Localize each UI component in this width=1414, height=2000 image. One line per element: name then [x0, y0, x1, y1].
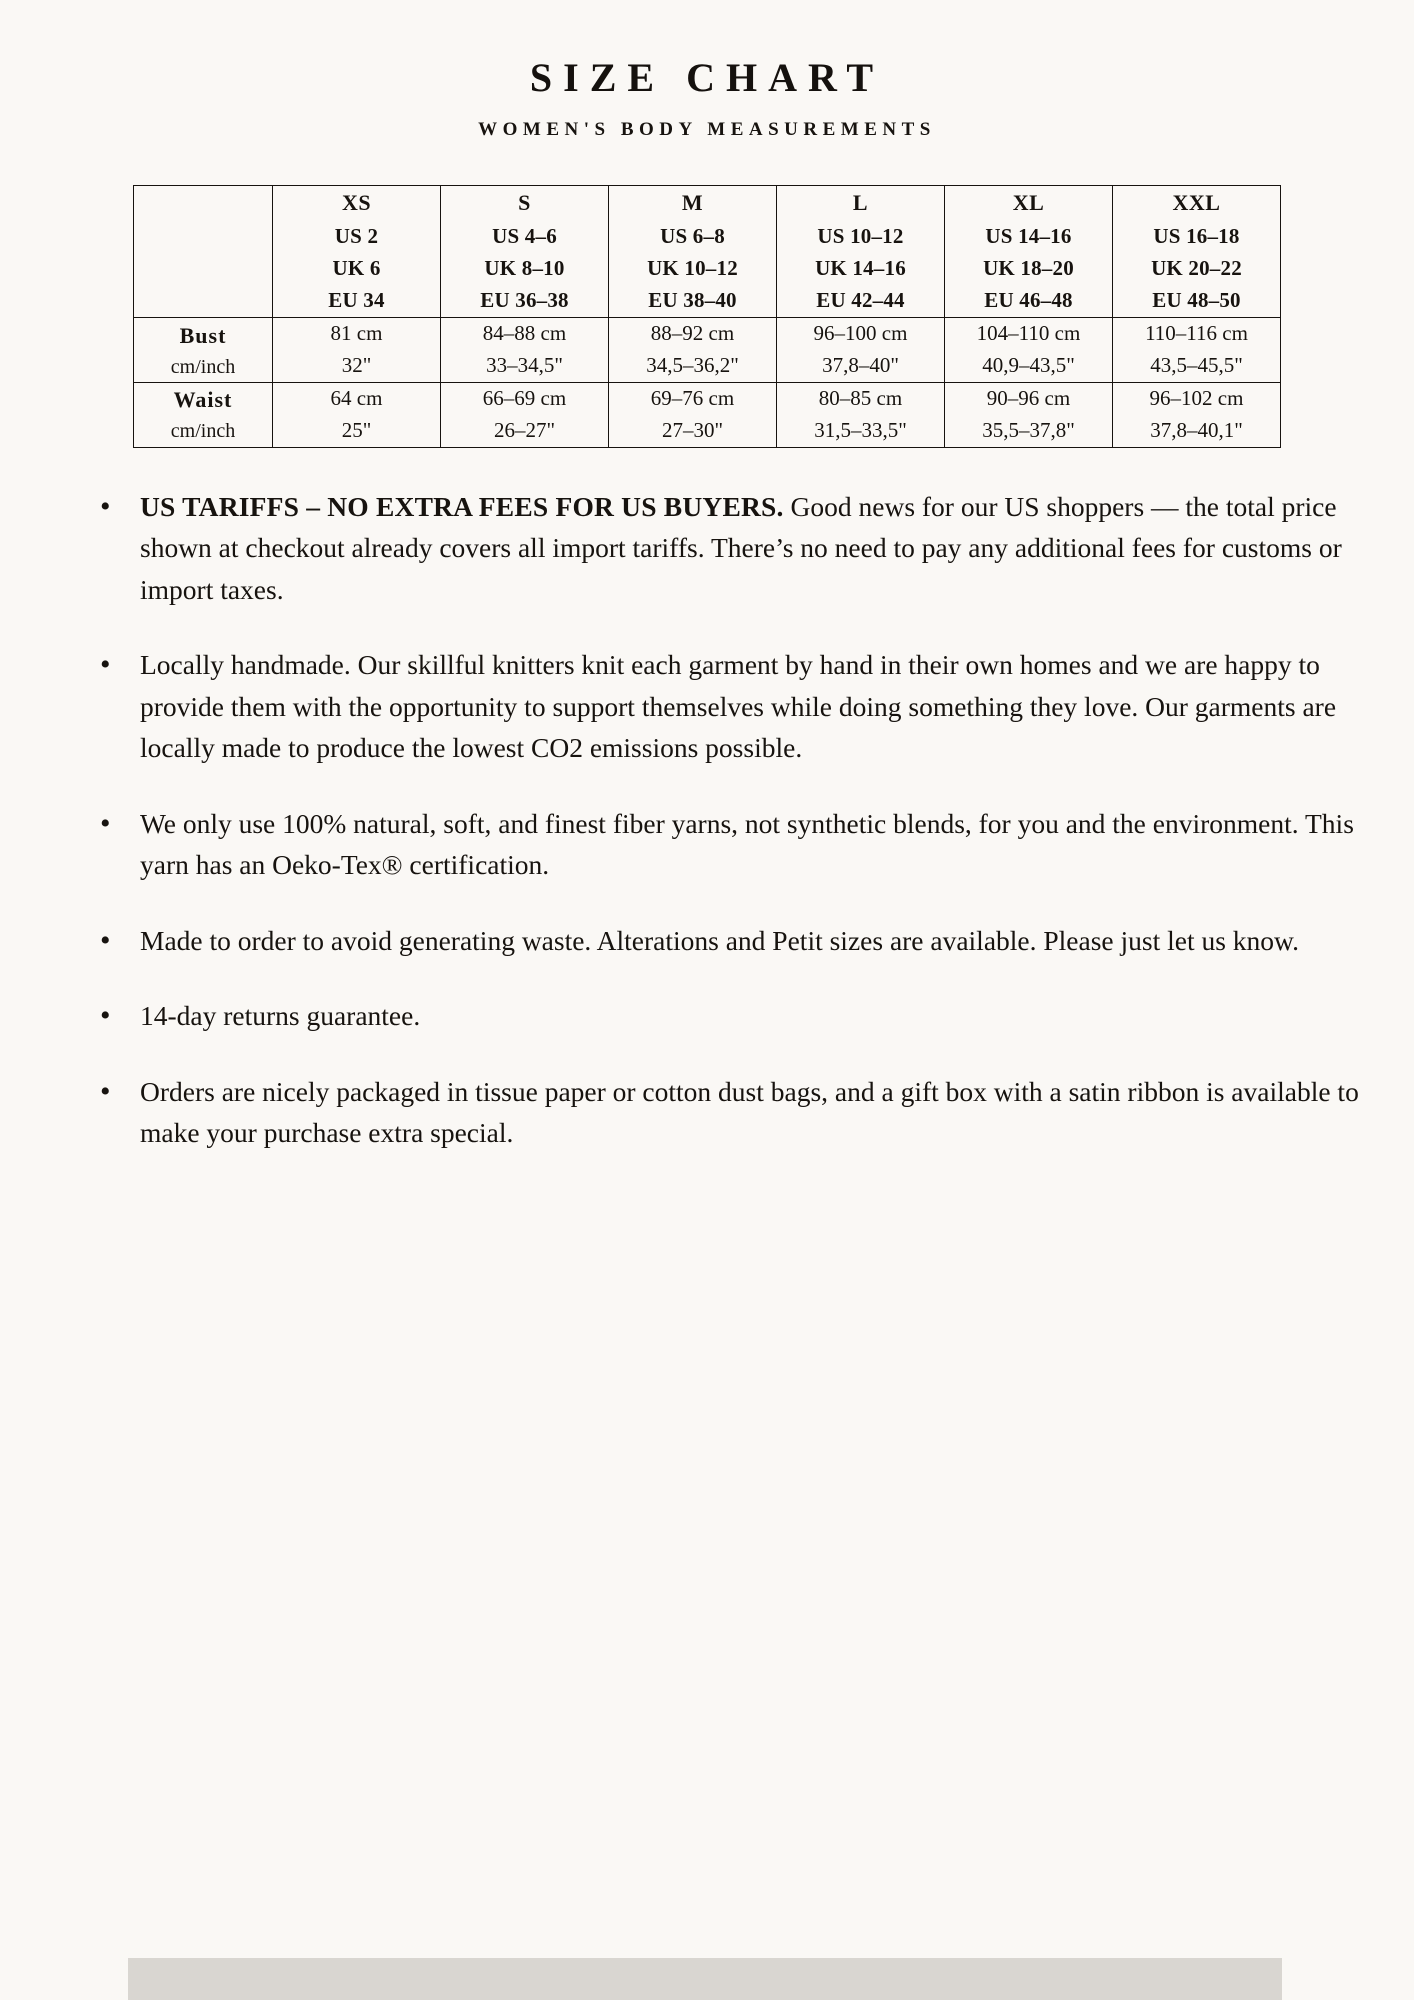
size-name: M — [681, 190, 704, 215]
size-name: XS — [341, 190, 372, 215]
size-uk: UK 18–20 — [983, 256, 1074, 281]
row-label-name: Waist — [173, 387, 233, 413]
size-uk: UK 14–16 — [815, 256, 906, 281]
measurement-cm: 88–92 cm — [650, 321, 735, 346]
list-item — [92, 644, 1366, 769]
size-column-header — [609, 186, 777, 318]
size-eu: EU 34 — [328, 288, 385, 313]
measurement-cell — [1113, 318, 1281, 383]
measurement-cm: 96–100 cm — [813, 321, 908, 346]
size-us: US 6–8 — [660, 224, 725, 249]
bottom-strip — [128, 1958, 1282, 2000]
measurement-cell — [1113, 382, 1281, 447]
list-item — [92, 920, 1366, 962]
measurement-cell — [777, 318, 945, 383]
size-uk: UK 10–12 — [647, 256, 738, 281]
note-lead: US TARIFFS – NO EXTRA FEES FOR US BUYERS. — [140, 490, 784, 522]
measurement-cm: 66–69 cm — [482, 385, 567, 410]
size-us: US 14–16 — [985, 224, 1072, 249]
size-us: US 2 — [334, 224, 379, 249]
size-eu: EU 48–50 — [1152, 288, 1241, 313]
size-uk: UK 20–22 — [1151, 256, 1242, 281]
measurement-inch: 27–30" — [661, 417, 724, 442]
measurement-inch: 40,9–43,5" — [982, 353, 1075, 378]
measurement-cell — [441, 318, 609, 383]
measurement-inch: 34,5–36,2" — [646, 353, 739, 378]
size-column-header — [945, 186, 1113, 318]
measurement-cell — [777, 382, 945, 447]
measurement-cell — [273, 382, 441, 447]
list-item — [92, 995, 1366, 1037]
size-name: L — [852, 190, 869, 215]
row-label-bust — [134, 318, 273, 383]
table-row — [134, 382, 1281, 447]
measurement-cm: 90–96 cm — [986, 385, 1071, 410]
size-chart-body — [134, 318, 1281, 448]
notes-list — [0, 486, 1414, 1154]
measurement-cm: 69–76 cm — [650, 385, 735, 410]
row-label-name: Bust — [179, 322, 227, 348]
size-uk: UK 6 — [332, 256, 381, 281]
note-text: Locally handmade. Our skillful knitters knit each garment by hand in their own homes and we are happy to provide them with the opportunity to support themselves while doing something they love. Our garments are locally made to produce the lowest CO2 emissions possible. — [140, 649, 1337, 764]
note-text: We only use 100% natural, soft, and finest fiber yarns, not synthetic blends, for you and the environment. This yarn has an Oeko-Tex® certification. — [140, 807, 1354, 881]
note-text: Orders are nicely packaged in tissue paper or cotton dust bags, and a gift box with a satin ribbon is available to make your purchase extra special. — [140, 1075, 1359, 1149]
size-us: US 10–12 — [817, 224, 904, 249]
list-item — [92, 1071, 1366, 1154]
measurement-cell — [945, 318, 1113, 383]
measurement-cm: 64 cm — [330, 385, 383, 410]
size-us: US 4–6 — [492, 224, 557, 249]
measurement-cm: 81 cm — [330, 321, 383, 346]
note-text: 14-day returns guarantee. — [140, 1000, 421, 1032]
note-text: Made to order to avoid generating waste. Alterations and Petit sizes are available. Please just let us know. — [140, 924, 1300, 956]
table-header-row — [134, 186, 1281, 318]
size-eu: EU 38–40 — [648, 288, 737, 313]
size-column-header — [1113, 186, 1281, 318]
measurement-cell — [945, 382, 1113, 447]
measurement-cell — [441, 382, 609, 447]
table-row — [134, 318, 1281, 383]
size-uk: UK 8–10 — [484, 256, 565, 281]
note-text: Good news for our US shoppers — the total price shown at checkout already covers all import tariffs. There’s no need to pay any additional fees for customs or import taxes. — [140, 490, 1342, 605]
measurement-inch: 25" — [341, 417, 372, 442]
measurement-inch: 43,5–45,5" — [1150, 353, 1243, 378]
size-name: XL — [1012, 190, 1045, 215]
size-eu: EU 42–44 — [816, 288, 905, 313]
measurement-cm: 110–116 cm — [1145, 321, 1248, 346]
size-column-header — [441, 186, 609, 318]
measurement-cm: 84–88 cm — [482, 321, 567, 346]
size-column-header — [777, 186, 945, 318]
size-eu: EU 46–48 — [984, 288, 1073, 313]
measurement-inch: 33–34,5" — [486, 353, 563, 378]
list-item — [92, 486, 1366, 611]
measurement-inch: 31,5–33,5" — [814, 417, 907, 442]
size-chart-header — [134, 186, 1281, 318]
row-label-unit: cm/inch — [170, 420, 236, 443]
size-column-header — [273, 186, 441, 318]
list-item — [92, 803, 1366, 886]
page-title: SIZE CHART — [529, 55, 885, 100]
size-chart-table — [133, 185, 1281, 448]
size-eu: EU 36–38 — [480, 288, 569, 313]
measurement-inch: 26–27" — [493, 417, 556, 442]
size-chart-table-wrapper — [133, 185, 1281, 448]
measurement-cell — [609, 318, 777, 383]
size-name: XXL — [1172, 190, 1221, 215]
table-corner-cell — [134, 186, 273, 318]
measurement-inch: 37,8–40,1" — [1150, 417, 1243, 442]
row-label-waist — [134, 382, 273, 447]
measurement-cm: 104–110 cm — [976, 321, 1081, 346]
measurement-inch: 37,8–40" — [822, 353, 899, 378]
measurement-cm: 96–102 cm — [1149, 385, 1244, 410]
measurement-inch: 32" — [341, 353, 372, 378]
measurement-cell — [273, 318, 441, 383]
size-name: S — [518, 190, 531, 215]
row-label-unit: cm/inch — [170, 355, 236, 378]
measurement-inch: 35,5–37,8" — [982, 417, 1075, 442]
measurement-cm: 80–85 cm — [818, 385, 903, 410]
size-us: US 16–18 — [1153, 224, 1240, 249]
page-subtitle: WOMEN'S BODY MEASUREMENTS — [478, 119, 936, 140]
measurement-cell — [609, 382, 777, 447]
